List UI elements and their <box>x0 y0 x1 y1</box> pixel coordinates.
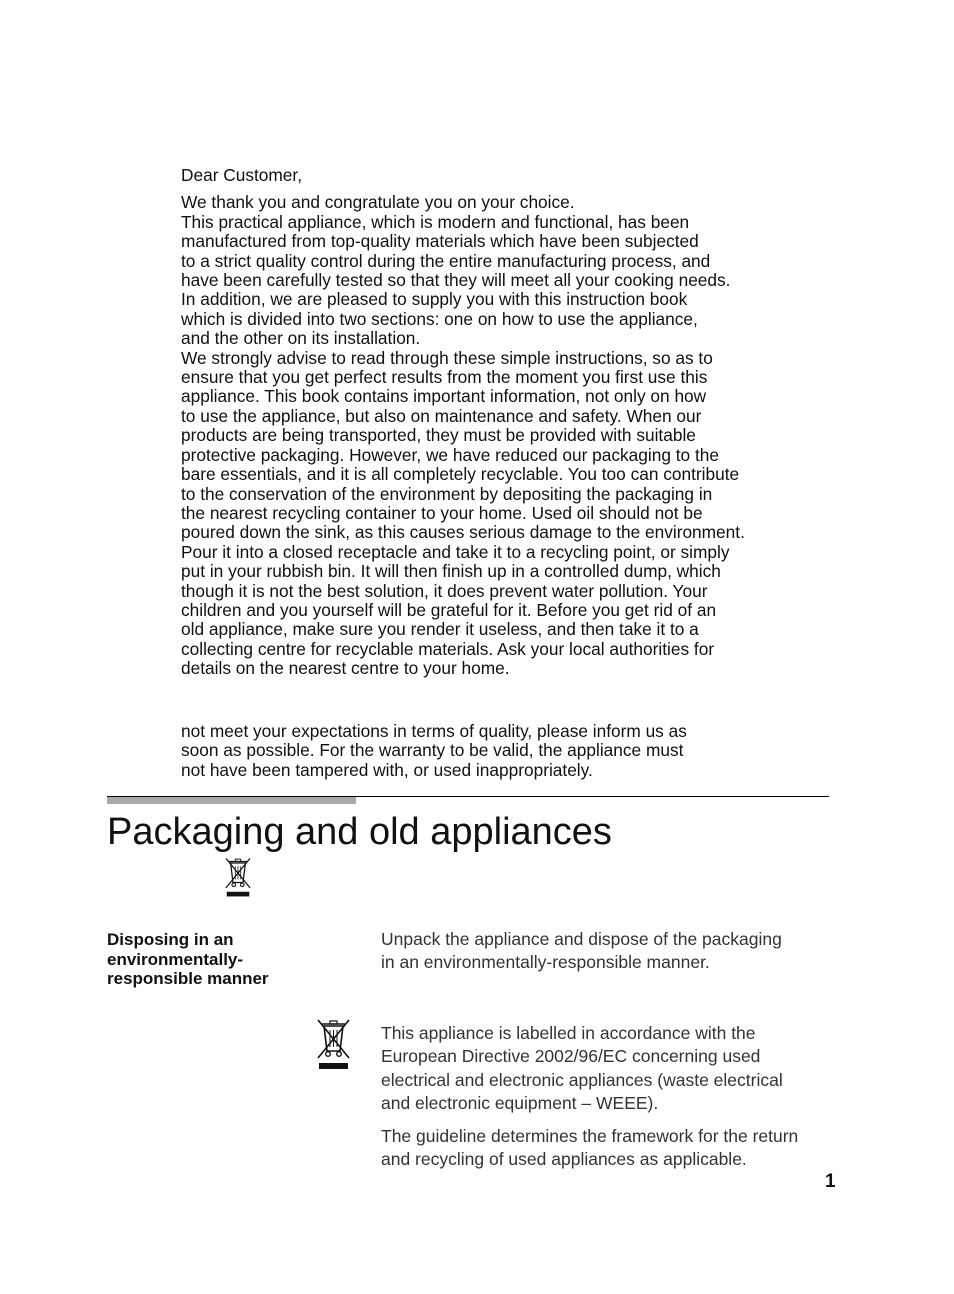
intro-body: We thank you and congratulate you on your choice. This practical appliance, which is modern and functional, has been manufactured from top-quality materials which have been subjected to a strict quality control during the entire manufacturing process, and have been carefully tested so that they will meet all your cooking needs. In addition, we are pleased to supply you with this instruction book which is divided into two sections: one on how to use the appliance, and the other on its installation. We strongly advise to read through these simple instructions, so as to ensure that you get perfect results from the moment you first use this appliance. This book contains important information, not only on how to use the appliance, but also on maintenance and safety. When our products are being transported, they must be provided with suitable protective packaging. However, we have reduced our packaging to the bare essentials, and it is all completely recyclable. You too can contribute to the conservation of the environment by depositing the packaging in the nearest recycling container to your home. Used oil should not be poured down the sink, as this causes serious damage to the environment. Pour it into a closed receptacle and take it to a recycling point, or simply put in your rubbish bin. It will then finish up in a controlled dump, which though it is not the best solution, it does prevent water pollution. Your children and you yourself will be grateful for it. Before you get rid of an old appliance, make sure you render it useless, and then take it to a collecting centre for recyclable materials. Ask your local authorities for details on the nearest centre to your home. <box>181 192 745 679</box>
section-accent-bar <box>107 797 356 804</box>
unpack-paragraph: Unpack the appliance and dispose of the packaging in an environmentally-responsible manner. <box>381 929 782 973</box>
salutation: Dear Customer, <box>181 165 303 185</box>
page-number: 1 <box>825 1171 836 1192</box>
weee-bin-icon <box>315 1017 352 1071</box>
section-title: Packaging and old appliances <box>107 811 612 853</box>
guideline-paragraph: The guideline determines the framework for the return and recycling of used appliances as applicable. <box>381 1126 799 1170</box>
weee-bin-icon <box>223 856 253 898</box>
weee-directive-paragraph: This appliance is labelled in accordance with the European Directive 2002/96/EC concerning used electrical and electronic appliances (waste electrical and electronic equipment – WEEE). <box>381 1023 783 1113</box>
side-heading: Disposing in an environmentally- responsible manner <box>107 930 269 988</box>
warranty-text: not meet your expectations in terms of quality, please inform us as soon as possible. For the warranty to be valid, the appliance must not have been tampered with, or used inappropriately. <box>181 721 687 780</box>
intro-letter <box>181 166 791 679</box>
